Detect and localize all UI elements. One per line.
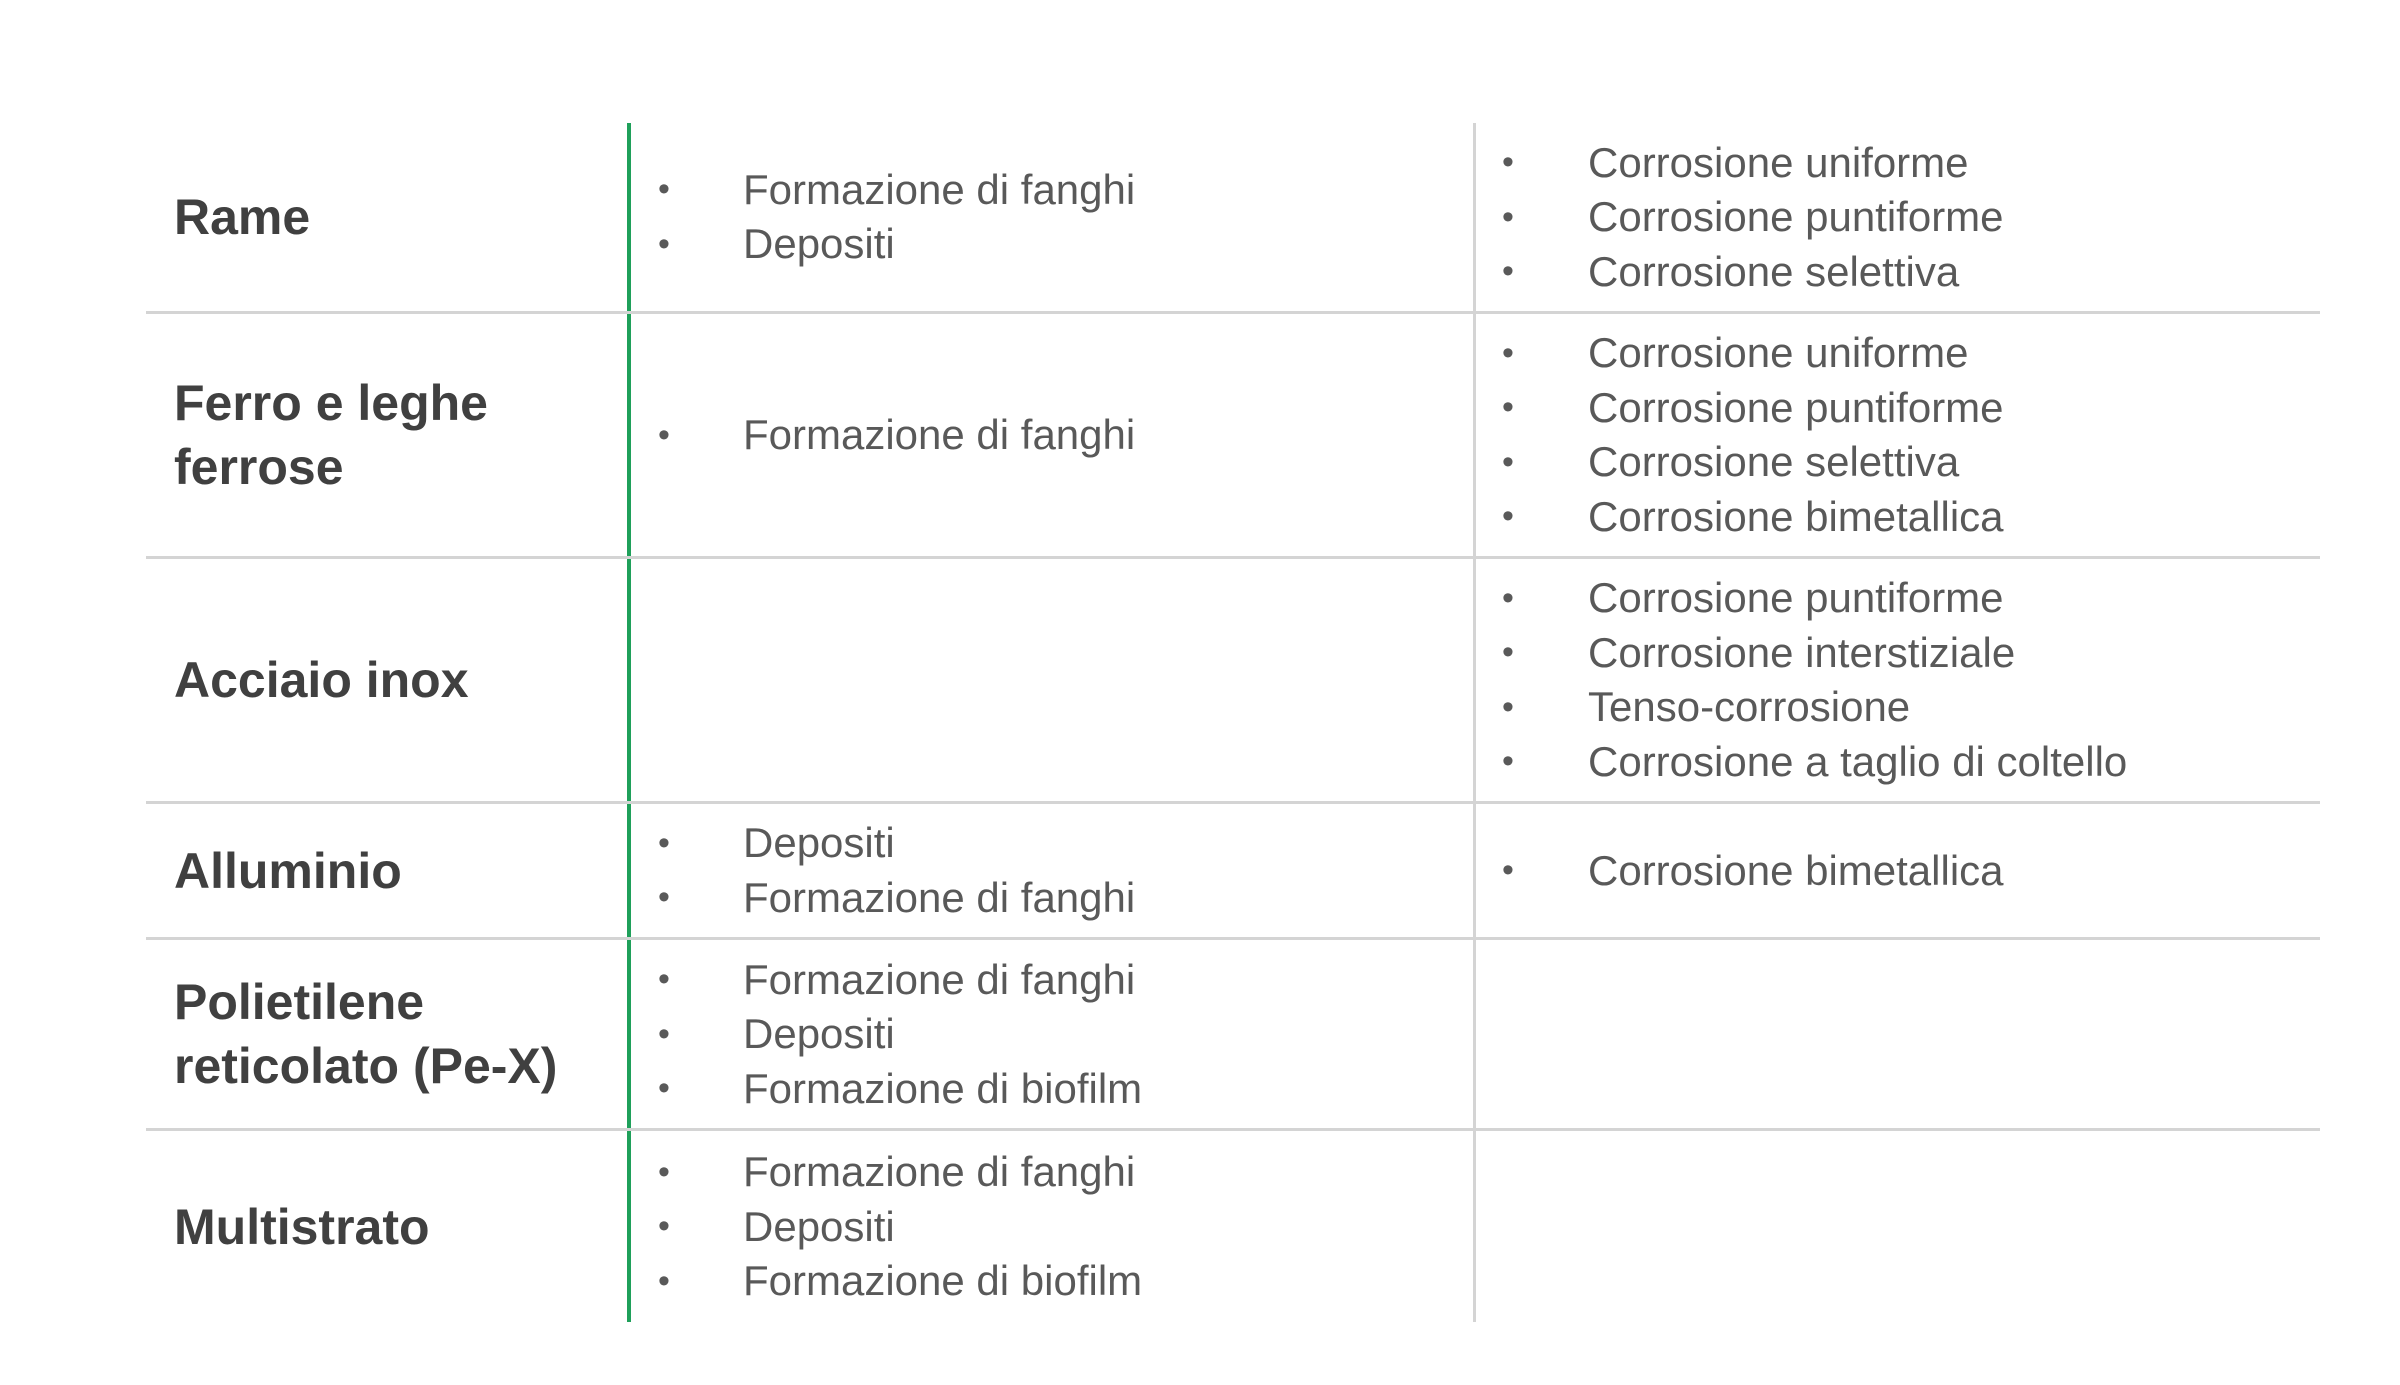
bullet-icon: • bbox=[658, 878, 670, 917]
corrosion-cell bbox=[1476, 1131, 2320, 1322]
problems-cell bbox=[631, 559, 1476, 801]
bullet-icon: • bbox=[658, 1069, 670, 1107]
bullet-icon: • bbox=[1502, 742, 1514, 781]
material-cell bbox=[146, 940, 631, 1128]
table-row bbox=[146, 940, 2320, 1131]
list-item bbox=[1476, 571, 2127, 626]
list-item-text: Corrosione a taglio di coltello bbox=[1588, 737, 2128, 785]
problems-cell bbox=[631, 123, 1476, 311]
problems-cell bbox=[631, 804, 1476, 937]
problems-cell bbox=[631, 1131, 1476, 1322]
list-item-text: Depositi bbox=[743, 1010, 895, 1057]
table-row bbox=[146, 1131, 2320, 1322]
list-item-text: Corrosione puntiforme bbox=[1588, 193, 2004, 240]
list-item-text: Corrosione puntiforme bbox=[1588, 383, 2004, 431]
problems-list bbox=[631, 952, 1142, 1116]
bullet-icon: • bbox=[658, 823, 670, 862]
material-name: Rame bbox=[174, 189, 311, 245]
list-item-text: Depositi bbox=[743, 1202, 895, 1250]
material-name: Multistrato bbox=[174, 1198, 430, 1255]
problems-cell bbox=[631, 940, 1476, 1128]
material-name: Alluminio bbox=[174, 842, 402, 899]
bullet-icon: • bbox=[658, 1014, 670, 1053]
list-item bbox=[1476, 190, 2004, 245]
list-item bbox=[1476, 843, 2004, 898]
list-item-text: Formazione di fanghi bbox=[743, 165, 1136, 213]
list-item bbox=[1476, 435, 2004, 490]
material-cell bbox=[146, 804, 631, 937]
corrosion-list bbox=[1476, 326, 2004, 544]
list-item bbox=[1476, 135, 2004, 190]
table-row bbox=[146, 123, 2320, 314]
list-item bbox=[1476, 680, 2127, 735]
corrosion-cell bbox=[1476, 559, 2320, 801]
bullet-icon: • bbox=[1502, 388, 1514, 427]
list-item bbox=[631, 1145, 1142, 1200]
list-item bbox=[1476, 490, 2004, 545]
list-item bbox=[631, 871, 1135, 926]
corrosion-cell bbox=[1476, 940, 2320, 1128]
corrosion-cell bbox=[1476, 804, 2320, 937]
list-item-text: Corrosione selettiva bbox=[1588, 247, 1960, 295]
list-item-text: Formazione di fanghi bbox=[743, 1148, 1136, 1195]
list-item-text: Corrosione uniforme bbox=[1588, 138, 1969, 186]
list-item bbox=[631, 1199, 1142, 1254]
bullet-icon: • bbox=[1502, 442, 1514, 481]
bullet-icon: • bbox=[658, 1207, 670, 1245]
problems-list bbox=[631, 408, 1135, 463]
list-item-text: Corrosione puntiforme bbox=[1588, 574, 2004, 622]
list-item-text: Depositi bbox=[743, 819, 895, 867]
list-item-text: Formazione di biofilm bbox=[743, 1257, 1143, 1304]
corrosion-cell bbox=[1476, 314, 2320, 556]
bullet-icon: • bbox=[1502, 497, 1514, 536]
list-item bbox=[631, 952, 1142, 1007]
list-item bbox=[631, 816, 1135, 871]
corrosion-list bbox=[1476, 135, 2004, 299]
bullet-icon: • bbox=[1502, 143, 1514, 181]
corrosion-cell bbox=[1476, 123, 2320, 311]
list-item-text: Corrosione interstiziale bbox=[1588, 628, 2016, 676]
bullet-icon: • bbox=[1502, 197, 1514, 236]
table-row bbox=[146, 804, 2320, 940]
material-cell bbox=[146, 559, 631, 801]
list-item bbox=[1476, 626, 2127, 681]
bullet-icon: • bbox=[658, 415, 670, 454]
list-item-text: Formazione di fanghi bbox=[743, 955, 1136, 1003]
list-item bbox=[631, 1007, 1142, 1062]
bullet-icon: • bbox=[1502, 333, 1514, 372]
bullet-icon: • bbox=[658, 960, 670, 998]
bullet-icon: • bbox=[1502, 633, 1514, 672]
bullet-icon: • bbox=[1502, 851, 1514, 889]
list-item bbox=[631, 408, 1135, 463]
list-item bbox=[1476, 735, 2127, 790]
bullet-icon: • bbox=[1502, 252, 1514, 290]
list-item-text: Corrosione selettiva bbox=[1588, 438, 1960, 486]
list-item-text: Tenso-corrosione bbox=[1588, 683, 1911, 731]
list-item bbox=[631, 217, 1135, 272]
list-item bbox=[1476, 244, 2004, 299]
material-name: Polietilene reticolato (Pe-X) bbox=[174, 974, 558, 1094]
material-cell bbox=[146, 123, 631, 311]
material-name: Ferro e leghe ferrose bbox=[174, 375, 488, 495]
list-item-text: Corrosione uniforme bbox=[1588, 329, 1969, 377]
bullet-icon: • bbox=[658, 1152, 670, 1191]
problems-cell bbox=[631, 314, 1476, 556]
bullet-icon: • bbox=[658, 224, 670, 263]
list-item bbox=[1476, 326, 2004, 381]
materials-table bbox=[146, 123, 2320, 1322]
list-item-text: Corrosione bimetallica bbox=[1588, 846, 2004, 894]
list-item-text: Corrosione bimetallica bbox=[1588, 492, 2004, 540]
bullet-icon: • bbox=[658, 1261, 670, 1300]
corrosion-list bbox=[1476, 571, 2127, 789]
material-cell bbox=[146, 1131, 631, 1322]
list-item-text: Depositi bbox=[743, 220, 895, 268]
list-item bbox=[631, 1061, 1142, 1116]
problems-list bbox=[631, 1145, 1142, 1309]
table-row bbox=[146, 559, 2320, 804]
list-item bbox=[631, 163, 1135, 218]
material-cell bbox=[146, 314, 631, 556]
corrosion-list bbox=[1476, 843, 2004, 898]
list-item bbox=[631, 1254, 1142, 1309]
material-name: Acciaio inox bbox=[174, 652, 469, 708]
list-item-text: Formazione di fanghi bbox=[743, 873, 1136, 921]
problems-list bbox=[631, 816, 1135, 925]
bullet-icon: • bbox=[1502, 687, 1514, 726]
problems-list bbox=[631, 163, 1135, 272]
list-item-text: Formazione di fanghi bbox=[743, 411, 1136, 458]
list-item bbox=[1476, 381, 2004, 436]
bullet-icon: • bbox=[658, 170, 670, 209]
bullet-icon: • bbox=[1502, 578, 1514, 617]
list-item-text: Formazione di biofilm bbox=[743, 1064, 1143, 1112]
table-row bbox=[146, 314, 2320, 559]
